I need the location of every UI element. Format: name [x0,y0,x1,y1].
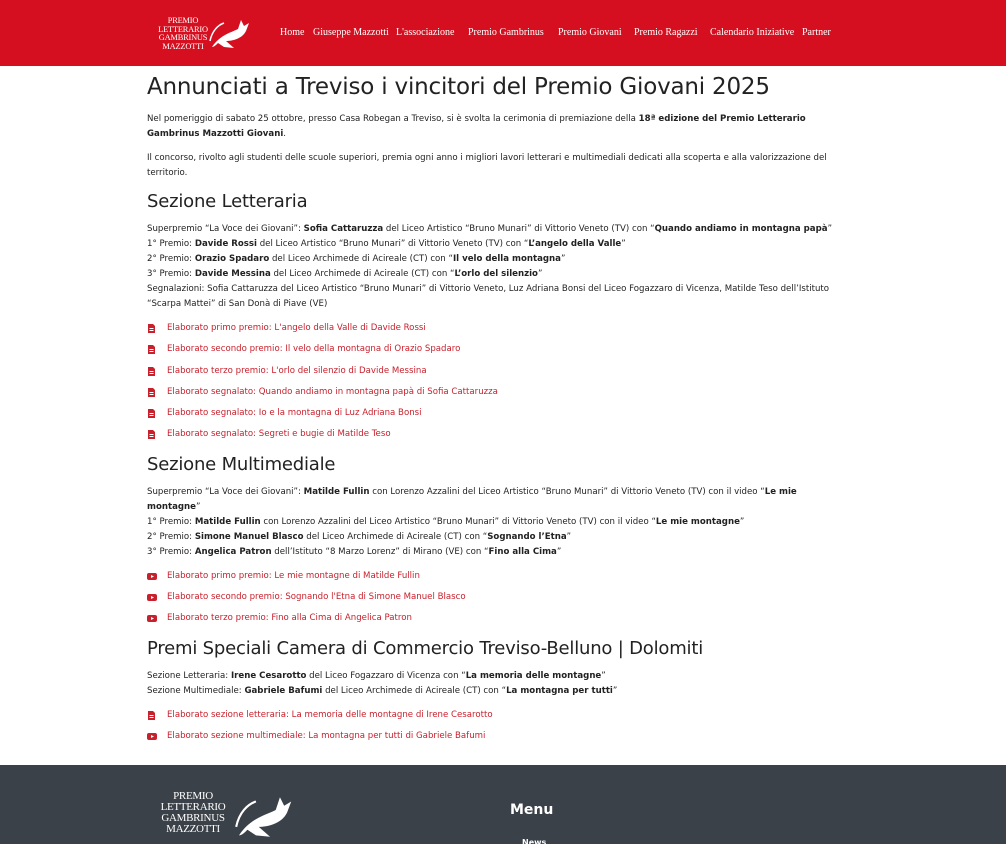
nav-premio-giovani[interactable]: Premio Giovani [558,27,622,38]
winner-text: 1° Premio: [147,516,195,527]
winner-name: Simone Manuel Blasco [194,531,304,542]
link-label: Elaborato secondo premio: Il velo della montagna di Orazio Spadaro [167,344,461,355]
logo-line: PREMIO [167,16,199,25]
intro-text: Nel pomeriggio di sabato 25 ottobre, presso Casa Robegan a Treviso, si è svolta la cerimonia di premiazione della [147,114,639,124]
pdf-link[interactable] [147,364,852,385]
pdf-file-icon [148,324,155,333]
winner-line [147,252,852,267]
nav-giuseppe-mazzotti[interactable]: Giuseppe Mazzotti [313,27,389,38]
logo-line: LETTERARIO [160,801,226,813]
multimediale-winners [147,485,852,560]
winner-name: Irene Cesarotto [230,670,307,681]
pdf-file-icon [148,711,155,720]
pdf-link[interactable] [147,321,852,342]
work-title: L’angelo della Valle [528,239,622,249]
winner-name: Angelica Patron [194,546,272,557]
winner-text: ” [556,546,562,557]
work-title: Quando andiamo in montagna papà [654,224,828,234]
letteraria-winners [147,222,852,312]
work-title: Le mie montagne [655,516,740,527]
pdf-link[interactable] [147,427,852,448]
pdf-link[interactable] [147,342,852,363]
work-title: La memoria delle montagne [465,670,602,681]
winner-name: Matilde Fullin [303,486,370,497]
winner-line [147,684,852,699]
site-footer [0,765,1006,844]
winner-line [147,545,852,560]
winner-text: con Lorenzo Azzalini del Liceo Artistico “Bruno Munari” di Vittorio Veneto (TV) con il video “ [260,516,656,527]
pdf-file-icon [148,409,155,418]
intro-bold: 18ª edizione del Premio Letterario Gambrinus Mazzotti Giovani [147,114,806,139]
winner-text: ” [195,501,201,512]
article [147,72,852,753]
link-label: Elaborato secondo premio: Sognando l'Etna di Simone Manuel Blasco [167,592,466,603]
winner-text: del Liceo Artistico “Bruno Munari” di Vittorio Veneto (TV) con “ [256,239,529,249]
youtube-icon [147,594,157,601]
work-title: Il velo della montagna [452,254,561,264]
video-link[interactable] [147,729,852,750]
winner-text: 2° Premio: [147,531,195,542]
winner-line [147,515,852,530]
link-label: Elaborato segnalato: Quando andiamo in montagna papà di Sofia Cattaruzza [167,386,498,397]
pdf-link[interactable] [147,385,852,406]
link-label: Elaborato segnalato: Segreti e bugie di Matilde Teso [167,429,391,440]
nav-partner[interactable]: Partner [802,27,831,38]
work-title: Sognando l’Etna [487,531,567,542]
nav-premio-gambrinus[interactable]: Premio Gambrinus [468,27,544,38]
winner-name: Matilde Fullin [194,516,261,527]
intro-paragraph [147,112,852,142]
pdf-file-icon [148,367,155,376]
pdf-file-icon [148,430,155,439]
winner-text: del Liceo Archimede di Acireale (CT) con “ [269,254,453,264]
winner-text: Sezione Multimediale: [147,685,245,696]
winner-text: dell’Istituto “8 Marzo Lorenz” di Mirano (VE) con “ [271,546,489,557]
link-label: Elaborato primo premio: L'angelo della Valle di Davide Rossi [167,323,426,333]
winner-text: del Liceo Artistico “Bruno Munari” di Vittorio Veneto (TV) con “ [383,224,655,234]
winner-text: del Liceo Archimede di Acireale (CT) con “ [322,685,507,696]
winner-text: del Liceo Fogazzaro di Vicenza con “ [306,670,466,681]
winner-line [147,485,852,515]
cat-logo-icon [228,793,298,841]
logo-line: GAMBRINUS [158,33,208,43]
winner-line [147,669,852,684]
youtube-icon [147,573,157,580]
winner-text: del Liceo Archimede di Acireale (CT) con “ [303,531,488,542]
section-heading-multimediale: Sezione Multimediale [147,453,336,475]
video-link[interactable] [147,590,852,611]
segnalazioni: Segnalazioni: Sofia Cattaruzza del Liceo Artistico “Bruno Munari” di Vittorio Veneto, Luz Adriana Bonsi del Liceo Fogazzaro di Vicenza, Matilde Teso dell’Istituto “Scarpa Mattei” di San Donà di Piave (VE) [147,284,830,309]
winner-text: ” [566,531,572,542]
winner-line [147,530,852,545]
winner-text: ” [560,254,566,264]
multimediale-links [147,569,852,633]
cat-logo-icon [208,17,250,51]
nav-premio-ragazzi[interactable]: Premio Ragazzi [634,27,698,38]
section-heading-speciali: Premi Speciali Camera di Commercio Treviso-Belluno | Dolomiti [147,637,704,659]
footer-menu-title: Menu [510,802,554,818]
youtube-icon [147,615,157,622]
logo-text [154,17,212,51]
video-link[interactable] [147,611,852,632]
video-link[interactable] [147,569,852,590]
work-title: L’orlo del silenzio [454,269,538,279]
winner-text: del Liceo Archimede di Acireale (CT) con “ [270,269,455,279]
youtube-icon [147,733,157,740]
nav-associazione[interactable]: L'associazione [396,27,455,38]
winner-name: Davide Rossi [194,239,257,249]
link-label: Elaborato segnalato: Io e la montagna di Luz Adriana Bonsi [167,408,422,419]
site-logo[interactable] [154,17,250,55]
intro-paragraph: Il concorso, rivolto agli studenti delle scuole superiori, premia ogni anno i migliori lavori letterari e multimediali dedicati alla scoperta e alla valorizzazione del territorio. [147,153,827,178]
link-label: Elaborato primo premio: Le mie montagne di Matilde Fullin [167,570,420,581]
winner-text: ” [601,670,606,681]
link-label: Elaborato terzo premio: Fino alla Cima di Angelica Patron [167,613,412,624]
intro [147,112,852,181]
pdf-link[interactable] [147,406,852,427]
winner-line [147,237,852,252]
winner-text: ” [621,239,626,249]
winner-name: Gabriele Bafumi [244,685,323,696]
pdf-link[interactable] [147,708,852,729]
winner-line [147,222,852,237]
intro-text: . [283,129,287,139]
winner-text: Superpremio “La Voce dei Giovani”: [147,486,304,497]
work-title: Le mie montagne [147,486,797,512]
pdf-file-icon [148,388,155,397]
footer-logo[interactable] [158,791,298,843]
winner-text: Superpremio “La Voce dei Giovani”: [147,224,304,234]
winner-text: 3° Premio: [147,546,195,557]
logo-line: MAZZOTTI [162,41,204,51]
winner-text: ” [739,516,745,527]
winner-text: 1° Premio: [147,239,195,249]
winner-name: Orazio Spadaro [194,254,270,264]
logo-line: GAMBRINUS [161,812,225,824]
footer-logo-text [158,791,228,835]
winner-name: Sofia Cattaruzza [303,224,384,234]
nav-calendario-iniziative[interactable]: Calendario Iniziative [710,27,795,38]
winner-line [147,267,852,282]
winner-text: ” [537,269,543,279]
link-label: Elaborato sezione multimediale: La montagna per tutti di Gabriele Bafumi [167,730,486,741]
logo-line: MAZZOTTI [166,823,220,835]
winner-text: Sezione Letteraria: [147,670,231,681]
winner-text: con Lorenzo Azzalini del Liceo Artistico “Bruno Munari” di Vittorio Veneto (TV) con il video “ [369,486,765,497]
footer-menu-news[interactable]: News [522,838,547,844]
winner-text: 2° Premio: [147,254,195,264]
nav-home[interactable]: Home [280,27,305,38]
site-header [0,0,1006,66]
logo-line: PREMIO [173,790,213,802]
section-heading-letteraria: Sezione Letteraria [147,191,308,212]
winner-text: 3° Premio: [147,269,195,279]
letteraria-links [147,321,852,449]
winner-name: Davide Messina [194,269,271,279]
speciali-winners [147,669,852,699]
pdf-file-icon [148,345,155,354]
work-title: La montagna per tutti [506,685,613,696]
winner-text: ” [612,685,618,696]
winner-text: ” [827,224,833,234]
speciali-links [147,708,852,751]
page-title: Annunciati a Treviso i vincitori del Premio Giovani 2025 [147,74,770,100]
work-title: Fino alla Cima [488,546,557,557]
link-label: Elaborato sezione letteraria: La memoria delle montagne di Irene Cesarotto [167,709,493,720]
link-label: Elaborato terzo premio: L'orlo del silenzio di Davide Messina [167,365,427,376]
logo-line: LETTERARIO [158,24,208,34]
